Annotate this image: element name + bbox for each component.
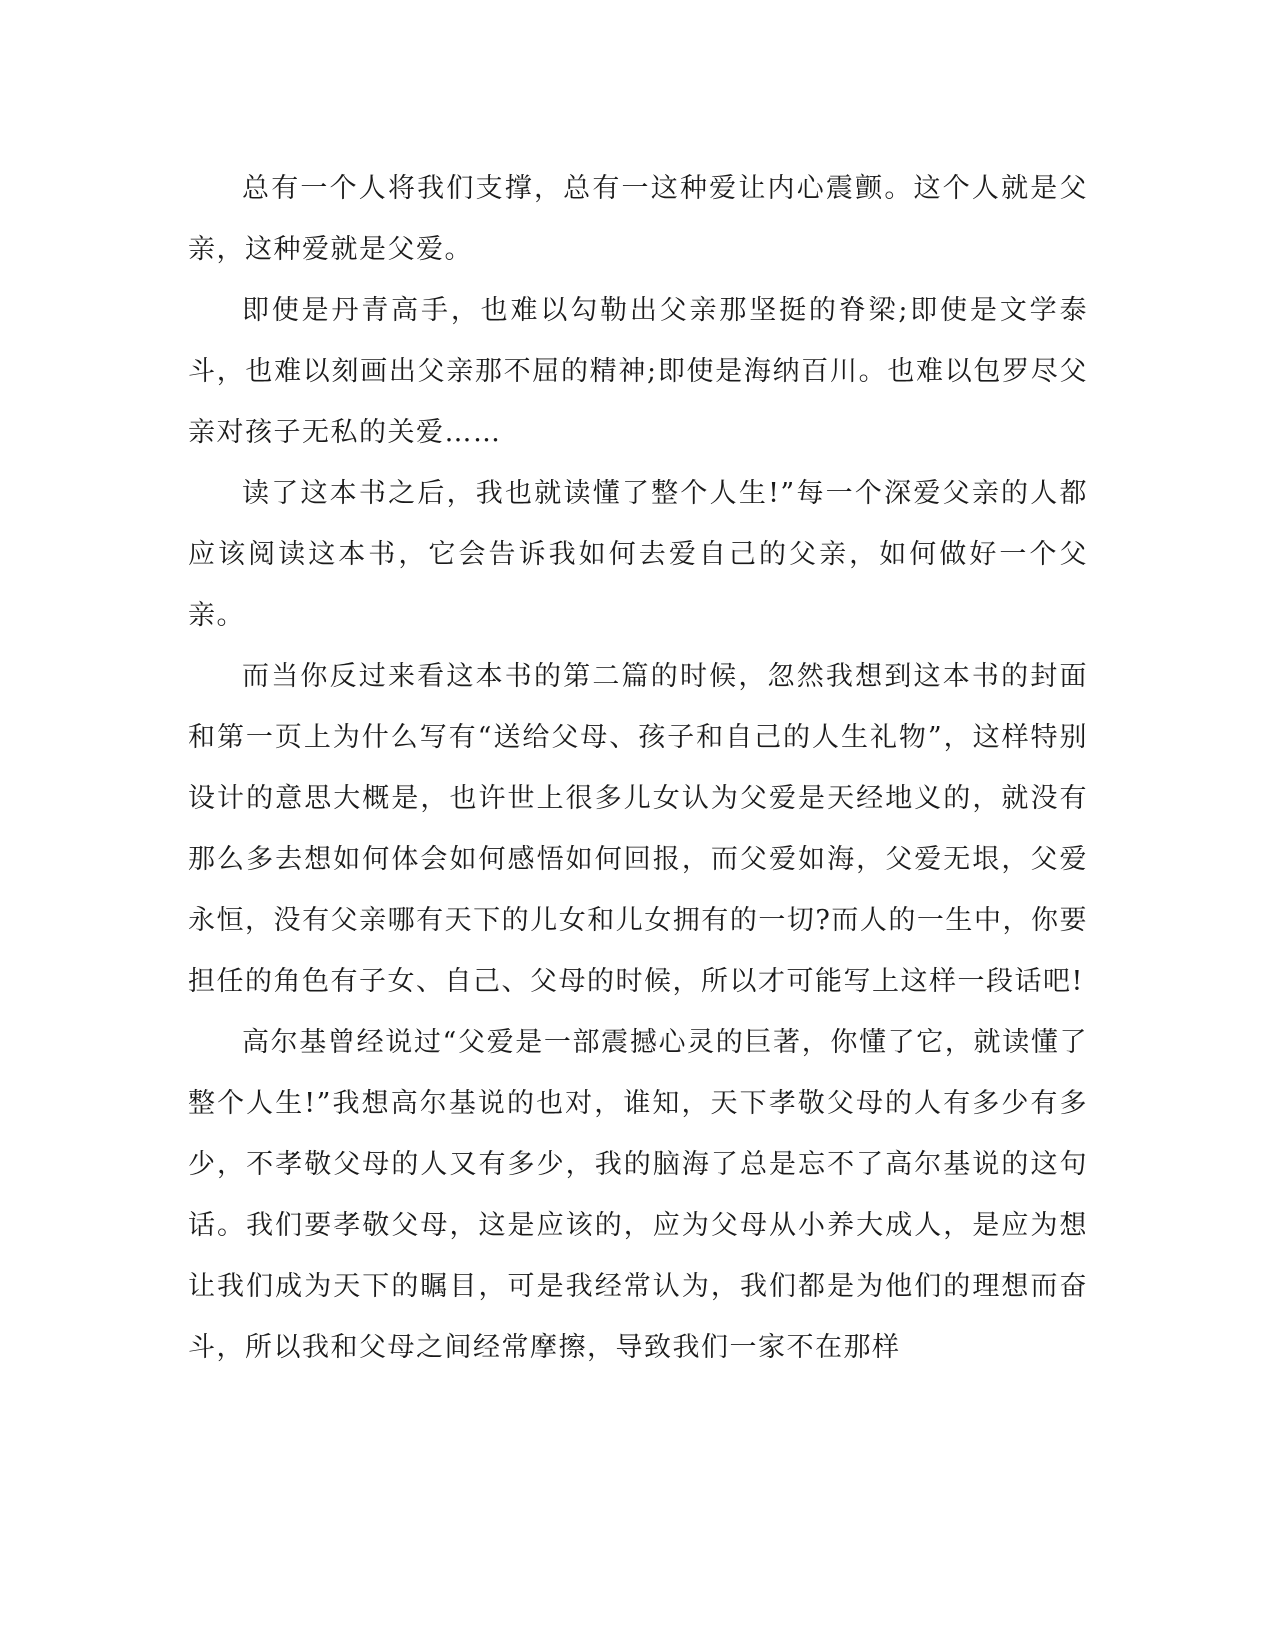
- paragraph-2: 即使是丹青高手，也难以勾勒出父亲那坚挺的脊梁;即使是文学泰斗，也难以刻画出父亲那不屈的精神;即使是海纳百川。也难以包罗尽父亲对孩子无私的关爱……: [188, 295, 1088, 448]
- paragraph-4: 而当你反过来看这本书的第二篇的时候，忽然我想到这本书的封面和第一页上为什么写有“送给父母、孩子和自己的人生礼物”，这样特别设计的意思大概是，也许世上很多儿女认为父爱是天经地义的，就没有那么多去想如何体会如何感悟如何回报，而父爱如海，父爱无垠，父爱永恒，没有父亲哪有天下的儿女和儿女拥有的一切?而人的一生中，你要担任的角色有子女、自己、父母的时候，所以才可能写上这样一段话吧!: [188, 661, 1088, 997]
- paragraph-1: 总有一个人将我们支撑，总有一这种爱让内心震颤。这个人就是父亲，这种爱就是父爱。: [188, 173, 1088, 265]
- paragraph-3: 读了这本书之后，我也就读懂了整个人生!”每一个深爱父亲的人都应该阅读这本书，它会告诉我如何去爱自己的父亲，如何做好一个父亲。: [188, 478, 1088, 631]
- paragraph-5: 高尔基曾经说过“父爱是一部震撼心灵的巨著，你懂了它，就读懂了整个人生!”我想高尔基说的也对，谁知，天下孝敬父母的人有多少有多少，不孝敬父母的人又有多少，我的脑海了总是忘不了高尔基说的这句话。我们要孝敬父母，这是应该的，应为父母从小养大成人，是应为想让我们成为天下的瞩目，可是我经常认为，我们都是为他们的理想而奋斗，所以我和父母之间经常摩擦，导致我们一家不在那样: [188, 1027, 1088, 1363]
- document-body: [188, 158, 1088, 1378]
